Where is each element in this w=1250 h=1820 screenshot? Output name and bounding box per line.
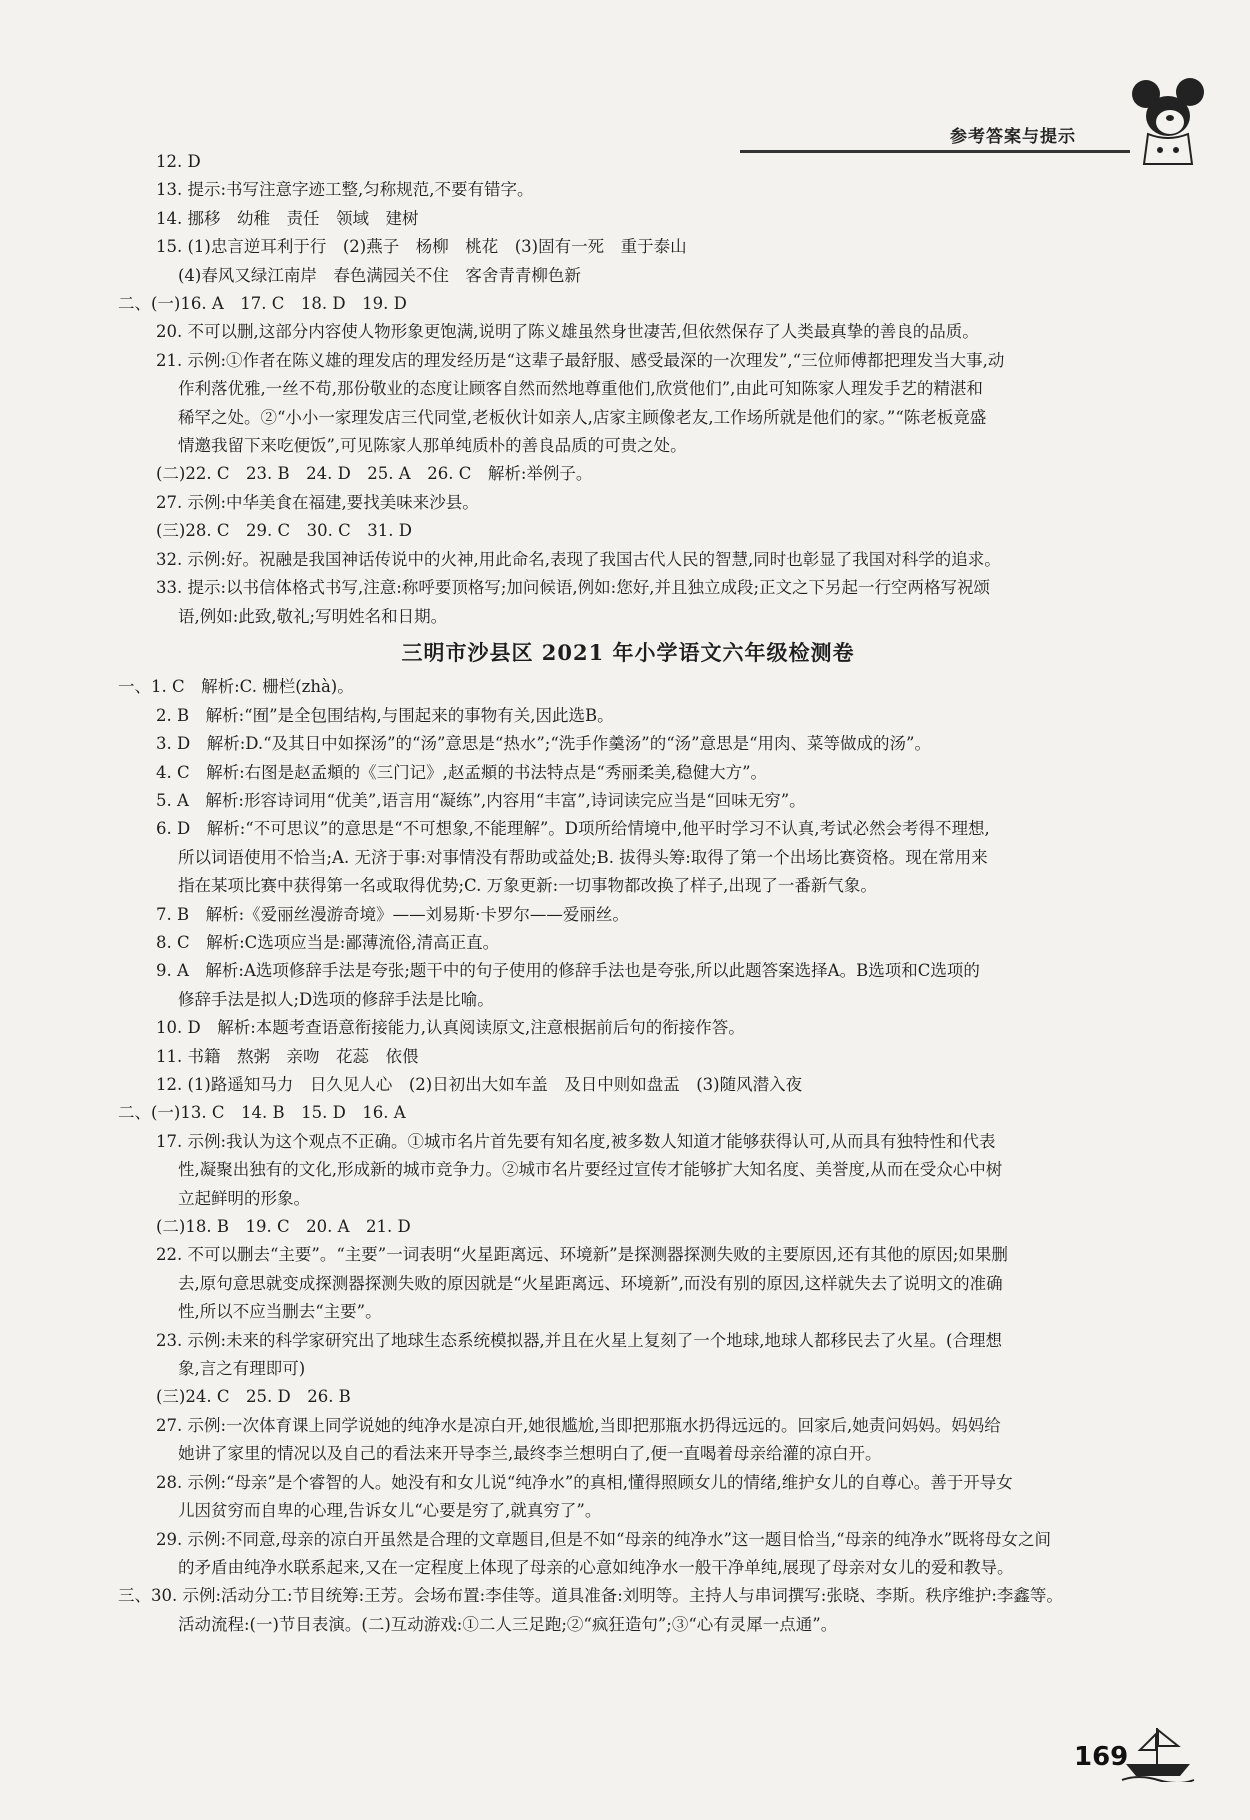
- answer-line: 作利落优雅,一丝不苟,那份敬业的态度让顾客自然而然地尊重他们,欣赏他们”,由此可知陈家人理发手艺的精湛和: [178, 379, 983, 399]
- answer-line: 20. 不可以删,这部分内容使人物形象更饱满,说明了陈义雄虽然身世凄苦,但依然保存了人类最真挚的善良的品质。: [156, 322, 979, 342]
- answer-line: 二、(一)16. A 17. C 18. D 19. D: [118, 294, 407, 314]
- answer-line: 三、30. 示例:活动分工:节目统筹:王芳。会场布置:李佳等。道具准备:刘明等。主持人与串词撰写:张晓、李斯。秩序维护:李鑫等。: [118, 1586, 1063, 1606]
- answer-line: 一、1. C 解析:C. 栅栏(zhà)。: [118, 677, 354, 697]
- answers-section-top: [118, 148, 1138, 631]
- answer-line: 去,原句意思就变成探测器探测失败的原因就是“火星距离远、环境新”,而没有别的原因,这样就失去了说明文的准确: [178, 1273, 1003, 1293]
- answer-line: 17. 示例:我认为这个观点不正确。①城市名片首先要有知名度,被多数人知道才能够获得认可,从而具有独特性和代表: [156, 1131, 996, 1151]
- answer-line: (二)18. B 19. C 20. A 21. D: [156, 1217, 411, 1237]
- answer-line: 所以词语使用不恰当;A. 无济于事:对事情没有帮助或益处;B. 拔得头筹:取得了第一个出场比赛资格。现在常用来: [178, 847, 988, 867]
- answer-line: 12. (1)路遥知马力 日久见人心 (2)日初出大如车盖 及日中则如盘盂 (3)随风潜入夜: [156, 1075, 803, 1094]
- answers-section-bottom: [118, 673, 1138, 1639]
- answer-line: (4)春风又绿江南岸 春色满园关不住 客舍青青柳色新: [178, 265, 581, 285]
- answer-line: 3. D 解析:D.“及其日中如探汤”的“汤”意思是“热水”;“洗手作羹汤”的“汤”意思是“用肉、菜等做成的汤”。: [156, 734, 931, 754]
- answer-line: 立起鲜明的形象。: [178, 1188, 310, 1208]
- answer-line: 指在某项比赛中获得第一名或取得优势;C. 万象更新:一切事物都改换了样子,出现了一番新气象。: [178, 876, 877, 896]
- answer-line: 象,言之有理即可): [178, 1359, 306, 1379]
- answer-line: (三)24. C 25. D 26. B: [156, 1387, 351, 1407]
- ship-icon: [1118, 1722, 1198, 1782]
- answer-line: 2. B 解析:“囿”是全包围结构,与围起来的事物有关,因此选B。: [156, 705, 614, 725]
- answer-line: 6. D 解析:“不可思议”的意思是“不可想象,不能理解”。D项所给情境中,他平时学习不认真,考试必然会考得不理想,: [156, 819, 990, 839]
- answer-line: 稀罕之处。②“小小一家理发店三代同堂,老板伙计如亲人,店家主顾像老友,工作场所就是他们的家。”“陈老板竟盛: [178, 407, 987, 427]
- answer-line: 的矛盾由纯净水联系起来,又在一定程度上体现了母亲的心意如纯净水一般干净单纯,展现了母亲对女儿的爱和教导。: [178, 1557, 1014, 1577]
- answer-line: 33. 提示:以书信体格式书写,注意:称呼要顶格写;加问候语,例如:您好,并且独立成段;正文之下另起一行空两格写祝颂: [156, 578, 991, 598]
- answer-line: 二、(一)13. C 14. B 15. D 16. A: [118, 1103, 406, 1123]
- answer-line: 性,凝聚出独有的文化,形成新的城市竞争力。②城市名片要经过宣传才能够扩大知名度、美誉度,从而在受众心中树: [178, 1160, 1003, 1180]
- answer-line: 7. B 解析:《爱丽丝漫游奇境》——刘易斯·卡罗尔——爱丽丝。: [156, 904, 629, 924]
- answer-content: [118, 148, 1138, 1639]
- answer-line: 活动流程:(一)节目表演。(二)互动游戏:①二人三足跑;②“疯狂造句”;③“心有灵犀一点通”。: [178, 1614, 838, 1634]
- answer-line: 21. 示例:①作者在陈义雄的理发店的理发经历是“这辈子最舒服、感受最深的一次理发”,“三位师傅都把理发当大事,动: [156, 350, 1005, 370]
- answer-line: 28. 示例:“母亲”是个睿智的人。她没有和女儿说“纯净水”的真相,懂得照顾女儿的情绪,维护女儿的自尊心。善于开导女: [156, 1472, 1013, 1492]
- answer-line: 27. 示例:一次体育课上同学说她的纯净水是凉白开,她很尴尬,当即把那瓶水扔得远远的。回家后,她责问妈妈。妈妈给: [156, 1415, 1001, 1435]
- answer-line: 32. 示例:好。祝融是我国神话传说中的火神,用此命名,表现了我国古代人民的智慧,同时也彰显了我国对科学的追求。: [156, 549, 1001, 569]
- answer-line: 14. 挪移 幼稚 责任 领域 建树: [156, 208, 419, 228]
- answer-line: 修辞手法是拟人;D选项的修辞手法是比喻。: [178, 989, 494, 1009]
- answer-line: 儿因贫穷而自卑的心理,告诉女儿“心要是穷了,就真穷了”。: [178, 1501, 602, 1521]
- exam-title: 三明市沙县区 2021 年小学语文六年级检测卷: [401, 639, 855, 665]
- answer-line: 15. (1)忠言逆耳利于行 (2)燕子 杨柳 桃花 (3)固有一死 重于泰山: [156, 237, 687, 257]
- answer-line: 29. 示例:不同意,母亲的凉白开虽然是合理的文章题目,但是不如“母亲的纯净水”这一题目恰当,“母亲的纯净水”既将母女之间: [156, 1529, 1052, 1549]
- answer-line: 23. 示例:未来的科学家研究出了地球生态系统模拟器,并且在火星上复刻了一个地球,地球人都移民去了火星。(合理想: [156, 1330, 1002, 1350]
- answer-line: 27. 示例:中华美食在福建,要找美味来沙县。: [156, 492, 479, 512]
- answer-line: 情邀我留下来吃便饭”,可见陈家人那单纯质朴的善良品质的可贵之处。: [178, 436, 687, 456]
- answer-line: 10. D 解析:本题考查语意衔接能力,认真阅读原文,注意根据前后句的衔接作答。: [156, 1018, 745, 1038]
- answer-line: 4. C 解析:右图是赵孟頫的《三门记》,赵孟頫的书法特点是“秀丽柔美,稳健大方”。: [156, 762, 768, 782]
- answer-line: 性,所以不应当删去“主要”。: [178, 1302, 382, 1322]
- answer-line: 她讲了家里的情况以及自己的看法来开导李兰,最终李兰想明白了,便一直喝着母亲给灌的凉白开。: [178, 1444, 882, 1464]
- answer-line: (二)22. C 23. B 24. D 25. A 26. C 解析:举例子。: [156, 464, 593, 484]
- answer-line: 8. C 解析:C选项应当是:鄙薄流俗,清高正直。: [156, 932, 500, 952]
- answer-line: 12. D: [156, 152, 201, 171]
- answer-line: 9. A 解析:A选项修辞手法是夸张;题干中的句子使用的修辞手法也是夸张,所以此题答案选择A。B选项和C选项的: [156, 961, 980, 981]
- answer-line: (三)28. C 29. C 30. C 31. D: [156, 521, 412, 541]
- page-number: 169: [1074, 1742, 1129, 1772]
- answer-line: 11. 书籍 熬粥 亲吻 花蕊 依偎: [156, 1046, 419, 1066]
- answer-line: 语,例如:此致,敬礼;写明姓名和日期。: [178, 606, 448, 626]
- answer-line: 5. A 解析:形容诗词用“优美”,语言用“凝练”,内容用“丰富”,诗词读完应当是“回味无穷”。: [156, 790, 806, 810]
- section-label: 参考答案与提示: [950, 127, 1076, 147]
- answer-line: 13. 提示:书写注意字迹工整,匀称规范,不要有错字。: [156, 180, 534, 200]
- answer-line: 22. 不可以删去“主要”。“主要”一词表明“火星距离远、环境新”是探测器探测失败的主要原因,还有其他的原因;如果删: [156, 1245, 1008, 1265]
